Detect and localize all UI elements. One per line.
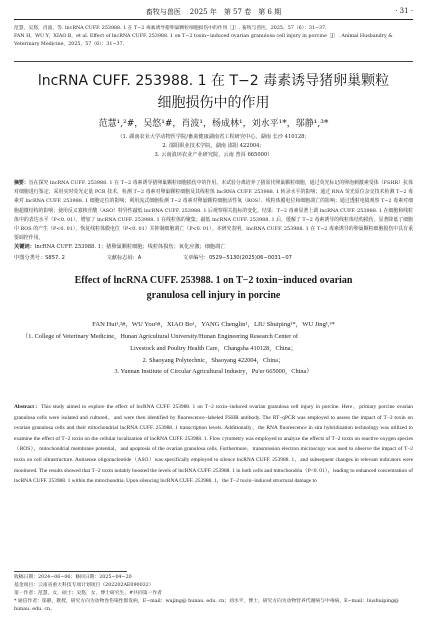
en-authors: FAN Hui¹,²#，WU You¹#，XIAO Bo¹，YANG Chenglin¹，LIU Shuiping¹*，WU Jing¹,³* xyxy=(92,321,335,328)
cn-keywords-label: 关键词： xyxy=(14,244,35,250)
page-number: · 31 · xyxy=(395,7,413,15)
cn-abstract-label: 摘要： xyxy=(14,180,29,186)
citation-cn: 范慧，吴悠，肖波，等. lncRNA CUFF. 253988. 1 在 T−2 毒素诱导猪卵巢颗粒细胞损伤中的作用［J］. 畜牧与兽医，2025，57（6）：31−37. xyxy=(14,26,327,31)
cn-abstract xyxy=(14,179,413,243)
en-aff-3: 3. Yunnan Institute of Circular Agricultural Industry，Pu'er 665000，China） xyxy=(114,368,313,376)
header-journal xyxy=(14,7,413,17)
cn-aff-2: 2. 邵阳职业技术学院，湖南 邵阳 422004； xyxy=(162,143,265,149)
en-aff-1b: Livestock and Poultry Health Care，Changsha 410128，China； xyxy=(130,344,297,352)
clc-number: 中图分类号：S857. 2 xyxy=(14,255,65,261)
footnote-divider xyxy=(14,571,127,572)
document-code: 文献标志码：A xyxy=(106,255,142,261)
year-volume: 2025 年 第 57 卷 第 6 期 xyxy=(189,8,282,16)
en-aff-1: （1. College of Veterinary Medicine，Hunan Agricultural University/Hunan Engineering Research Center of xyxy=(22,333,298,340)
corresponding-author-note: * 通信作者：邬静，教授，研究方向为动物卷伤染性群发病，E−mail：wujing@ hunau. edu. cn；刘水平，博士，研究方向为动物营养代谢病与中毒病，E−mail：liushuiping@ hunau. edu. cn。 xyxy=(14,598,399,612)
en-title xyxy=(14,273,413,303)
cn-title-line1: lncRNA CUFF. 253988. 1 在 T−2 毒素诱导猪卵巢颗粒 xyxy=(37,73,390,89)
cn-aff-1: （1. 湖南农业大学动物医学院/畜禽健康湖南省工程研究中心，湖南 长沙 410128； xyxy=(117,134,310,140)
first-author-note: 第一作者：范慧，女，硕士；吴悠，女，博士研究生。#共同第一作者 xyxy=(14,590,162,596)
cn-authors: 范慧¹,²#，吴悠¹#，肖波¹，杨成林¹，刘水平¹*，邬静¹,³* xyxy=(98,119,329,129)
citation-en: FAN H，WU Y，XIAO B，et al. Effect of lncRNA CUFF. 253988. 1 on T−2 toxin−induced ovarian granulosa cell injury in porcine［J］. Animal Husbandry & Veterinary Medicine，2025，57（6）：31−37. xyxy=(14,34,393,48)
article-meta xyxy=(14,254,413,261)
en-title-line1: Effect of lncRNA CUFF. 253988. 1 on T−2 toxin−induced ovarian xyxy=(74,275,353,286)
en-affiliations xyxy=(22,331,405,378)
footnotes xyxy=(14,574,413,614)
en-title-line2: granulosa cell injury in porcine xyxy=(146,290,281,301)
en-abstract-text: This study aimed to explore the effect of lncRNA CUFF. 253988. 1 on T−2 toxin−induced ovarian granulosa cell injury in porcine. Here，primary porcine ovarian granulosa cells were isolated and cultured，and were then identified by fluorescence−labeled FSHR antibody. The RT−qPCR was employed to assess the impact of T−2 toxin on ovarian granulosa cells and their mitochondrial lncRNA CUFF. 253988. 1 transcription levels. Additionally，the RNA fluorescence in situ hybridization technology was utilized to examine the effect of T−2 toxin on the cellular localization of lncRNA CUFF. 253988. 1. Flow cytometry was employed to analyze the effects of T−2 toxin on reactive oxygen species（ROS），mitochondrial membrane potential，and apoptosis of the ovarian granulosa cells. Furthermore，transmission electron microscopy was used to observe the impact of T−2 toxin on cell ultrastructure. Antisense oligonucleotide（ASO）was specifically employed to silence lncRNA CUFF. 253988. 1，and subsequent changes in relevant indicators were monitored. The results showed that T−2 toxin notably boosted the levels of lncRNA CUFF. 253988. 1 in both cells and mitochondria（P<0. 01），leading to enhanced concentration of lncRNA CUFF. 253988. 1 within the mitochondria. Upon silencing lncRNA CUFF. 253988. 1，the T−2 toxin−induced structural damage to xyxy=(14,404,413,485)
divider xyxy=(14,61,413,62)
en-abstract xyxy=(14,402,413,487)
cn-title-line2: 细胞损伤中的作用 xyxy=(157,95,270,111)
cn-abstract-text: 旨在探究 lncRNA CUFF. 253988. 1 在 T−2 毒素诱导猪卵巢颗粒细胞损伤中的作用。本试验分离培养了猪原代卵巢颗粒细胞，通过荧光标记的卵泡刺激素受体（FSHR）抗体对细胞进行鉴定；采用实时荧光定量 PCR 技术，检测 T−2 毒素对卵巢颗粒细胞及其线粒体 lncRNA CUFF. 253988. 1 转录水平的影响；通过 RNA 荧光原位杂交技术检测 T−2 毒素对 lncRNA CUFF. 253988. 1 细胞定位的影响；利用流式细胞检测 T−2 毒素对卵巢颗粒细胞活性氧（ROS）、线粒体膜电位和细胞凋亡的影响；通过透射电镜观察 T−2 毒素对细胞超微结构的影响；使用反义寡核苷酸（ASO）特异性敲低 lncRNA CUFF. 253988. 1 后观察相关指标的变化。结果：T−2 毒素显著上调 lncRNA CUFF. 253988. 1 在细胞和线粒体中的表达水平（P<0. 01），增加了 lncRNA CUFF. 253988. 1 在线粒体的聚集；敲低 lncRNA CUFF. 253988. 1 后，缓解了 T−2 毒素诱导的线粒体结构损伤，显著降低了细胞中 ROS 的产生（P<0. 01），恢复线粒体膜电位（P<0. 01）并抑制细胞凋亡（P<0. 01）。本研究表明，lncRNA CUFF. 253988. 1 在 T−2 毒素诱导的卵巢颗粒细胞损伤中具有重要调控作用。 xyxy=(14,180,413,242)
citation-block xyxy=(14,25,413,50)
cn-keywords-text: lncRNA CUFF. 253988. 1；猪卵巢颗粒细胞；线粒体损伤；氧化应激；细胞凋亡 xyxy=(34,244,226,250)
fund-project: 基金项目：云南省重大科技专项计划项目（202202AE090032） xyxy=(14,582,154,588)
cn-title xyxy=(14,70,413,114)
cn-keywords xyxy=(14,243,413,250)
article-number: 文章编号：0529−5130(2025)06−0031−07 xyxy=(182,255,292,261)
cn-affiliations xyxy=(14,133,413,160)
en-abstract-label: Abstract： xyxy=(14,404,42,410)
running-header xyxy=(14,7,413,20)
journal-name: 畜牧与兽医 xyxy=(145,8,181,16)
en-aff-2: 2. Shaoyang Polytechnic，Shaoyang 422004，China； xyxy=(142,356,285,364)
received-date: 收稿日期：2024−06−06；修回日期：2025−04−20 xyxy=(14,575,132,580)
cn-aff-3: 3. 云南滇环农业产业研究院，云南 普洱 665000） xyxy=(154,152,273,158)
